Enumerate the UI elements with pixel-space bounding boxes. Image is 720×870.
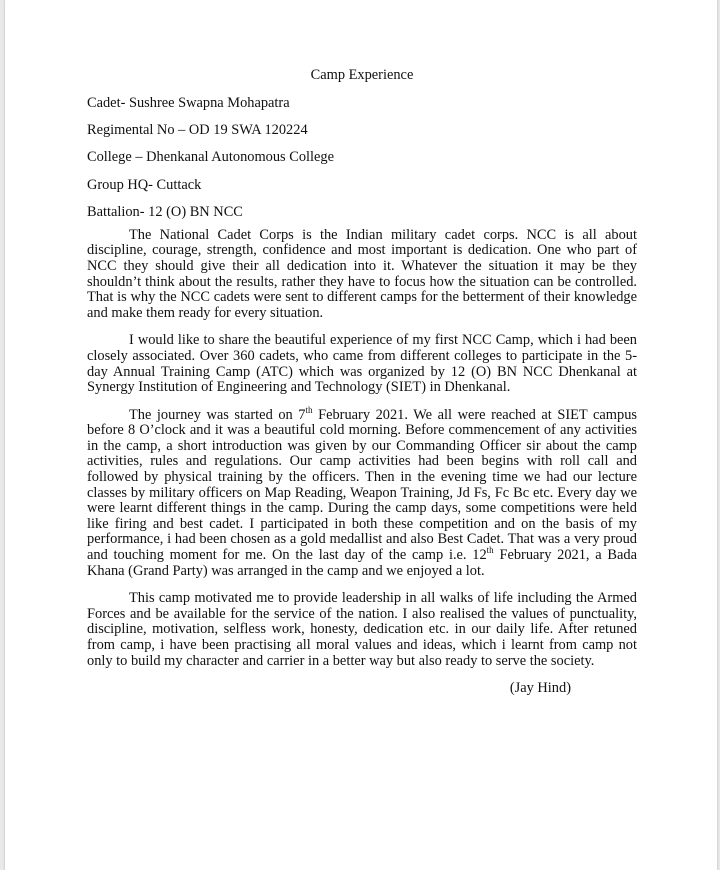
paragraph-camp: I would like to share the beautiful experience of my first NCC Camp, which i had been closely associated. Over 360 cadets, who came from different colleges to participate in the 5-day Annual Training Camp (ATC) which was organized by 12 (O) BN NCC Dhenkanal at Synergy Institution of Engineering and Technology (SIET) in Dhenkanal.: [87, 332, 637, 396]
document-title: Camp Experience: [310, 67, 414, 83]
document-page: [5, 0, 717, 870]
journey-text-c: February 2021, a Bada Khana (Grand Party) was arranged in the camp and we enjoyed a lot.: [87, 547, 637, 579]
document-body: [87, 68, 637, 697]
paragraph-journey: [87, 404, 637, 580]
ordinal-suffix: th: [486, 545, 494, 556]
meta-group-hq: Group HQ- Cuttack: [87, 176, 202, 193]
ordinal-suffix: th: [305, 404, 313, 415]
signoff: (Jay Hind): [509, 680, 571, 697]
paragraph-conclusion: This camp motivated me to provide leadership in all walks of life including the Armed Forces and be available for the service of the nation. I also realised the values of punctuality, discipline, motivation, selfless work, honesty, dedication etc. in our daily life. After retuned from camp, i have been practising all moral values and ideas, which i learnt from camp not only to build my character and carrier in a better way but also ready to serve the society.: [87, 590, 637, 669]
journey-text-b: February 2021. We all were reached at SIET campus before 8 O’clock and it was a beautiful cold morning. Before commencement of any activities in the camp, a short introduction was given by our Commanding Officer sir about the camp activities, rules and regulations. Our camp activities had been begins with roll call and followed by physical training by the officers. Then in the evening time we had our lecture classes by military officers on Map Reading, Weapon Training, Jd Fs, Fc Bc etc. Every day we were learnt different things in the camp. During the camp days, some competitions were held like firing and best cadet. I participated in both these competition and on the basis of my performance, i had been chosen as a gold medallist and also Best Cadet. That was a very proud and touching moment for me. On the last day of the camp i.e. 12: [87, 406, 637, 564]
meta-battalion: Battalion- 12 (O) BN NCC: [87, 204, 243, 221]
meta-regimental-no: Regimental No – OD 19 SWA 120224: [87, 121, 308, 138]
meta-cadet: Cadet- Sushree Swapna Mohapatra: [87, 94, 290, 111]
journey-text-a: The journey was started on 7: [129, 406, 306, 423]
paragraph-intro: The National Cadet Corps is the Indian military cadet corps. NCC is all about discipline, courage, strength, confidence and most important is dedication. One who part of NCC they should give their all dedication into it. Whatever the situation it may be they shouldn’t think about the results, rather they have to focus how the situation can be controlled. That is why the NCC cadets were sent to different camps for the betterment of their knowledge and make them ready for every situation.: [87, 226, 637, 321]
meta-college: College – Dhenkanal Autonomous College: [87, 149, 335, 166]
